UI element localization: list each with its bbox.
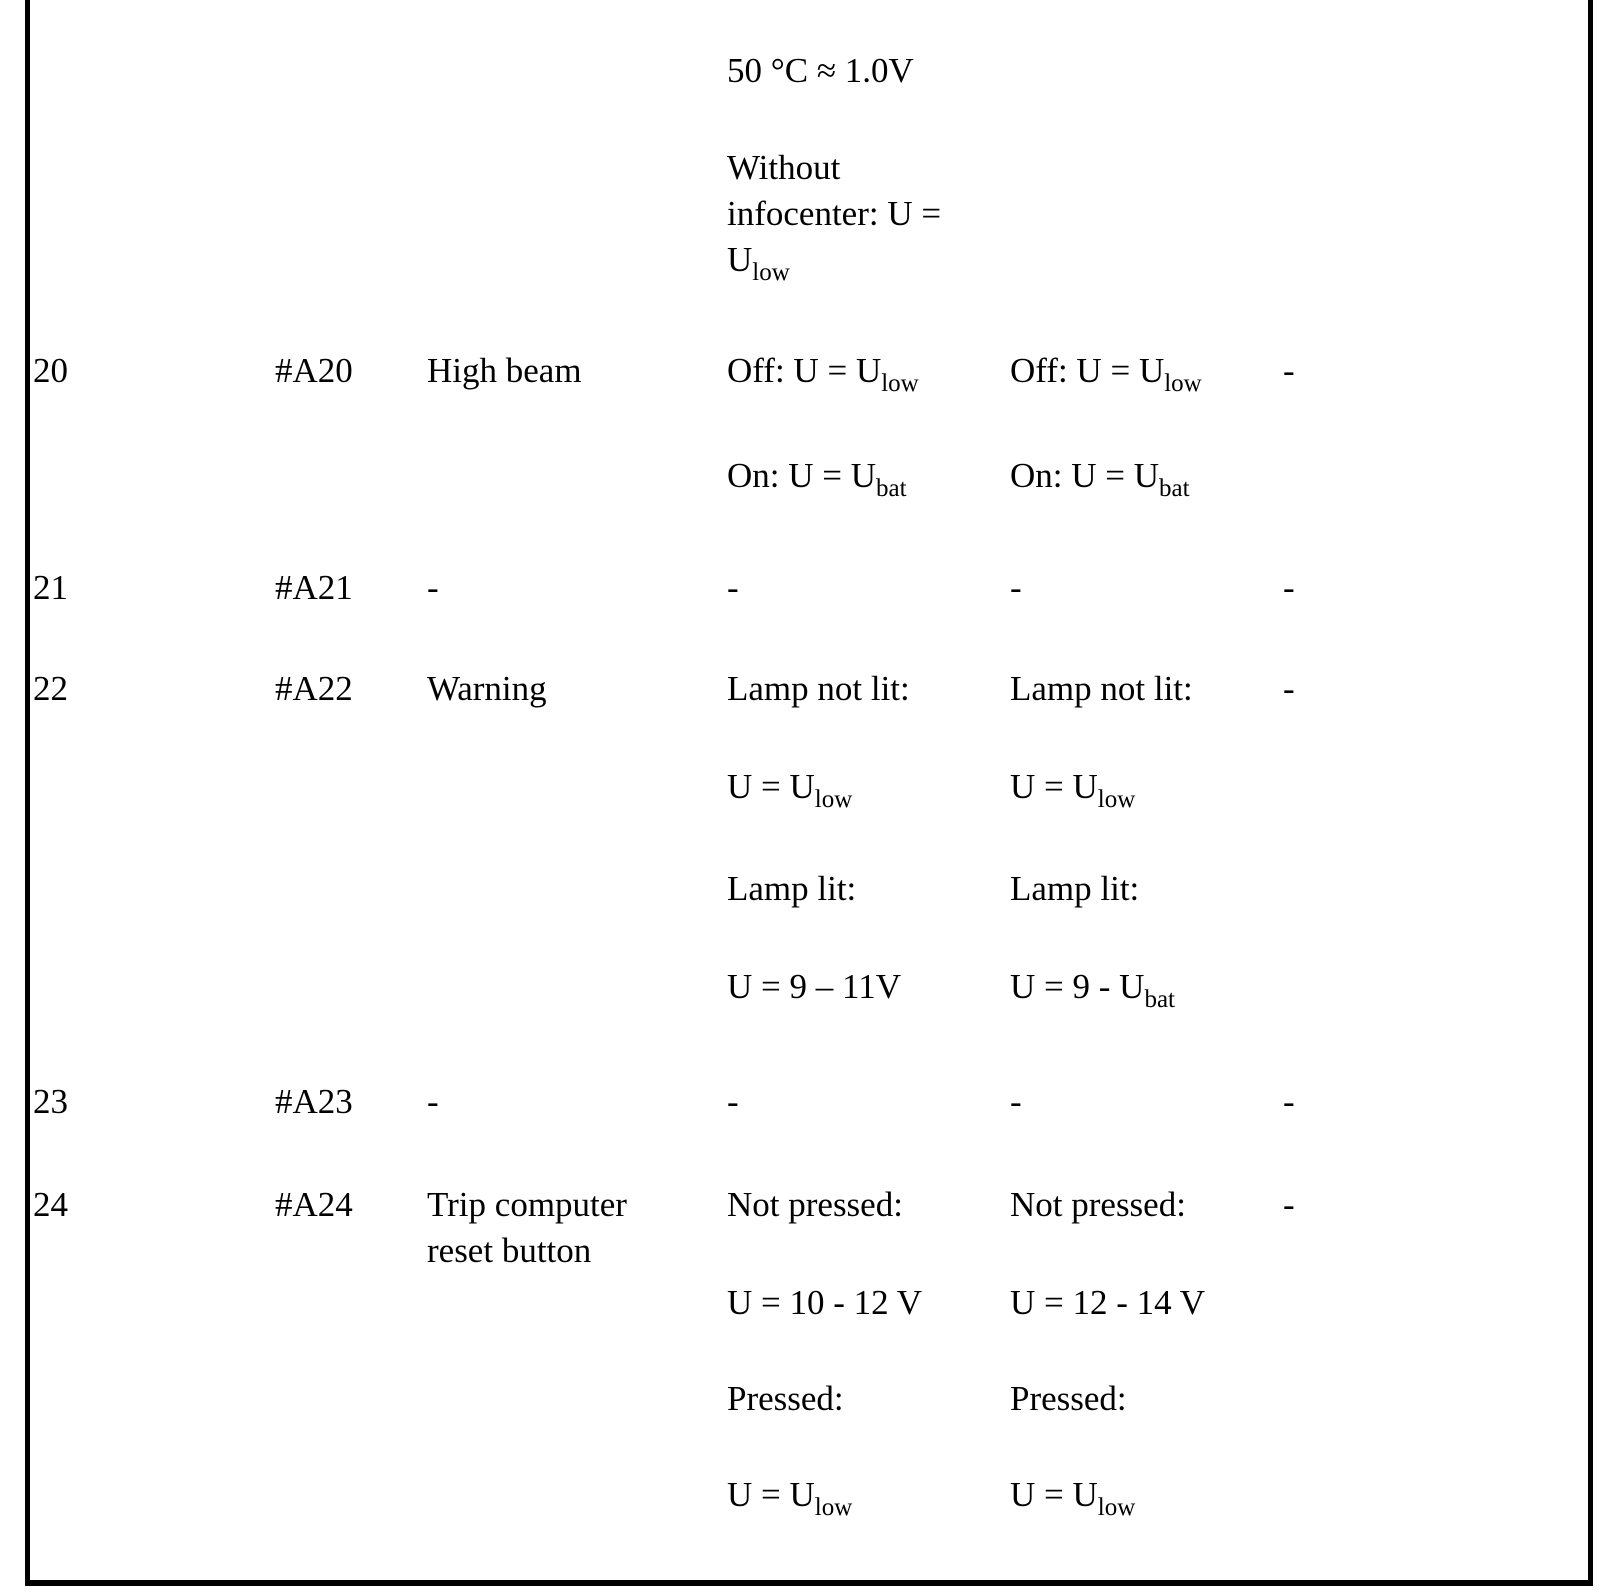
signal-id: #A24: [275, 1185, 353, 1224]
value-col4: On: $U = U_{bat}$: [727, 456, 907, 502]
value-col5: Lamp not lit:: [1010, 669, 1193, 708]
function-name: -: [427, 1082, 439, 1121]
without-infocenter-line-3: $U_{low}$: [727, 240, 790, 286]
value-col5: -: [1010, 1082, 1022, 1121]
function-name-line-1: Trip computer: [427, 1185, 627, 1224]
signal-id: #A23: [275, 1082, 353, 1121]
value-col4: $U = U_{low}$: [727, 1475, 853, 1521]
value-col4: U = 10 - 12 V: [727, 1283, 923, 1322]
value-col5: On: $U = U_{bat}$: [1010, 456, 1190, 502]
function-name: -: [427, 568, 439, 607]
pin-number: 20: [33, 351, 68, 390]
temperature-value: 50 °C ≈ 1.0V: [727, 51, 914, 90]
function-name-line-2: reset button: [427, 1231, 592, 1270]
pin-number: 24: [33, 1185, 68, 1224]
function-name: High beam: [427, 351, 582, 390]
value-col6: -: [1283, 669, 1295, 708]
pin-number: 23: [33, 1082, 68, 1121]
value-col6: -: [1283, 1185, 1295, 1224]
without-infocenter-line-2: infocenter: U =: [727, 194, 942, 233]
pin-number: 21: [33, 568, 68, 607]
value-col4: Lamp not lit:: [727, 669, 910, 708]
value-col4: Pressed:: [727, 1379, 844, 1418]
value-col4: Off: $U = U_{low}$: [727, 351, 919, 397]
value-col4: Lamp lit:: [727, 869, 857, 908]
value-col6: -: [1283, 568, 1295, 607]
value-col4: $U = U_{low}$: [727, 767, 853, 813]
signal-id: #A21: [275, 568, 353, 607]
value-col5: $U = U_{low}$: [1010, 767, 1136, 813]
value-col4: -: [727, 1082, 739, 1121]
value-col5: U = 12 - 14 V: [1010, 1283, 1206, 1322]
without-infocenter-line-1: Without: [727, 148, 841, 187]
value-col5: Pressed:: [1010, 1379, 1127, 1418]
value-col5: Not pressed:: [1010, 1185, 1186, 1224]
value-col5: Off: $U = U_{low}$: [1010, 351, 1202, 397]
value-col5: -: [1010, 568, 1022, 607]
value-col5: $U = U_{low}$: [1010, 1475, 1136, 1521]
signal-id: #A20: [275, 351, 353, 390]
value-col4: Not pressed:: [727, 1185, 903, 1224]
function-name: Warning: [427, 669, 547, 708]
pin-number: 22: [33, 669, 68, 708]
value-col6: -: [1283, 351, 1295, 390]
value-col5: Lamp lit:: [1010, 869, 1140, 908]
signal-id: #A22: [275, 669, 353, 708]
value-col6: -: [1283, 1082, 1295, 1121]
value-col4: U = 9 – 11V: [727, 967, 901, 1006]
value-col4: -: [727, 568, 739, 607]
value-col5: $U = 9 - U_{bat}$: [1010, 967, 1175, 1013]
